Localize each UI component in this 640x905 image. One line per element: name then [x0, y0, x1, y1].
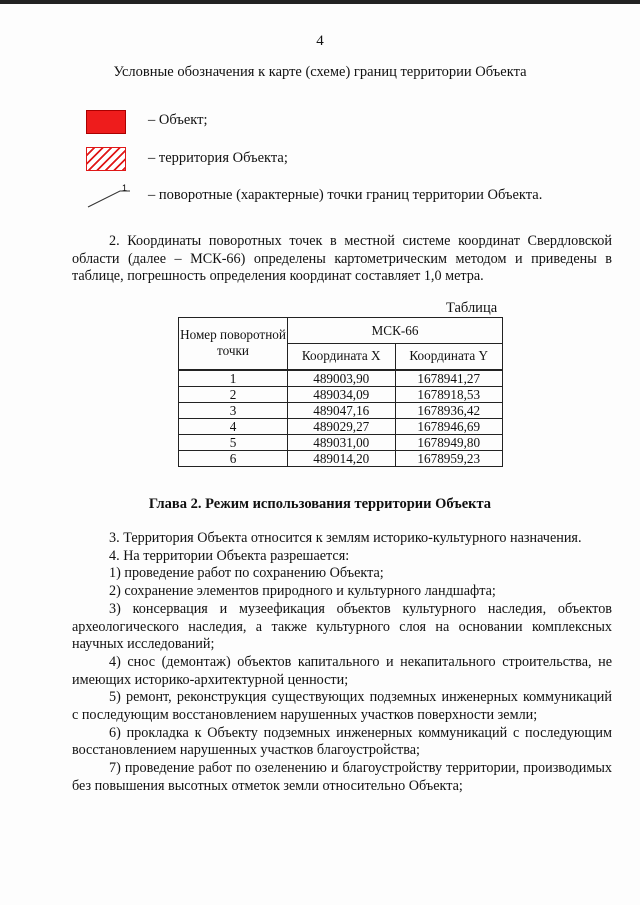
cell-number: 6: [179, 450, 288, 466]
cell-x: 489014,20: [288, 450, 396, 466]
permitted-uses-section: [72, 530, 612, 796]
table-row: [179, 370, 503, 387]
turning-point-symbol: [86, 183, 134, 213]
header-point-number: Номер поворотной точки: [179, 318, 288, 370]
legend-title: Условные обозначения к карте (схеме) границ территории Объекта: [113, 64, 527, 80]
list-item: 3) консервация и музеефикация объектов культурного наследия, объектов археологического наследия, а также культурного слоя на основании комплексных научных исследований;: [72, 600, 612, 653]
paragraph-4: 4. На территории Объекта разрешается:: [109, 547, 350, 564]
coordinates-table: [178, 317, 503, 467]
cell-y: 1678946,69: [395, 418, 503, 434]
cell-number: 1: [179, 370, 288, 387]
scan-top-border: [0, 0, 640, 4]
legend-label: – поворотные (характерные) точки границ территории Объекта.: [148, 187, 543, 203]
table-row: [179, 402, 503, 418]
cell-number: 5: [179, 434, 288, 450]
cell-y: 1678936,42: [395, 402, 503, 418]
paragraph-coordinates: 2. Координаты поворотных точек в местной системе координат Свердловской области (далее – МСК-66) определены картометрическим методом и приведены в таблице, погрешность определения координат составляет 1,0 метра.: [72, 233, 612, 285]
table-caption: Таблица: [446, 300, 498, 316]
table-row: [179, 386, 503, 402]
cell-x: 489003,90: [288, 370, 396, 387]
table-row: [179, 418, 503, 434]
list-item: 2) сохранение элементов природного и культурного ландшафта;: [109, 583, 496, 600]
legend-label: – Объект;: [148, 112, 208, 128]
chapter-title: Глава 2. Режим использования территории Объекта: [148, 496, 492, 512]
cell-x: 489047,16: [288, 402, 396, 418]
cell-y: 1678918,53: [395, 386, 503, 402]
turning-point-number: 1: [122, 183, 128, 193]
header-y: Координата Y: [395, 344, 503, 370]
cell-y: 1678941,27: [395, 370, 503, 387]
list-item: 5) ремонт, реконструкция существующих подземных инженерных коммуникаций с последующим восстановлением нарушенных участков поверхности земли;: [72, 689, 612, 724]
list-item: 6) прокладка к Объекту подземных инженерных коммуникаций с последующим восстановлением нарушенных участков благоустройства;: [72, 724, 612, 759]
paragraph-3: 3. Территория Объекта относится к землям историко-культурного назначения.: [109, 530, 582, 546]
list-item: 4) снос (демонтаж) объектов капитального и некапитального строительства, не имеющих историко-архитектурной ценности;: [72, 653, 612, 688]
cell-number: 3: [179, 402, 288, 418]
table-row: [179, 450, 503, 466]
list-item: 7) проведение работ по озеленению и благоустройству территории, производимых без повышения высотных отметок земли относительно Объекта;: [72, 760, 612, 794]
cell-x: 489031,00: [288, 434, 396, 450]
cell-y: 1678949,80: [395, 434, 503, 450]
cell-x: 489034,09: [288, 386, 396, 402]
header-coord-system: МСК-66: [288, 318, 503, 344]
cell-x: 489029,27: [288, 418, 396, 434]
list-item: 1) проведение работ по сохранению Объекта;: [109, 565, 384, 582]
cell-number: 4: [179, 418, 288, 434]
legend-label: – территория Объекта;: [148, 150, 288, 166]
object-symbol: [86, 110, 126, 134]
page-number: 4: [316, 33, 324, 49]
table-row: [179, 434, 503, 450]
territory-hatch-symbol: [86, 147, 126, 171]
cell-y: 1678959,23: [395, 450, 503, 466]
cell-number: 2: [179, 386, 288, 402]
header-x: Координата X: [288, 344, 396, 370]
